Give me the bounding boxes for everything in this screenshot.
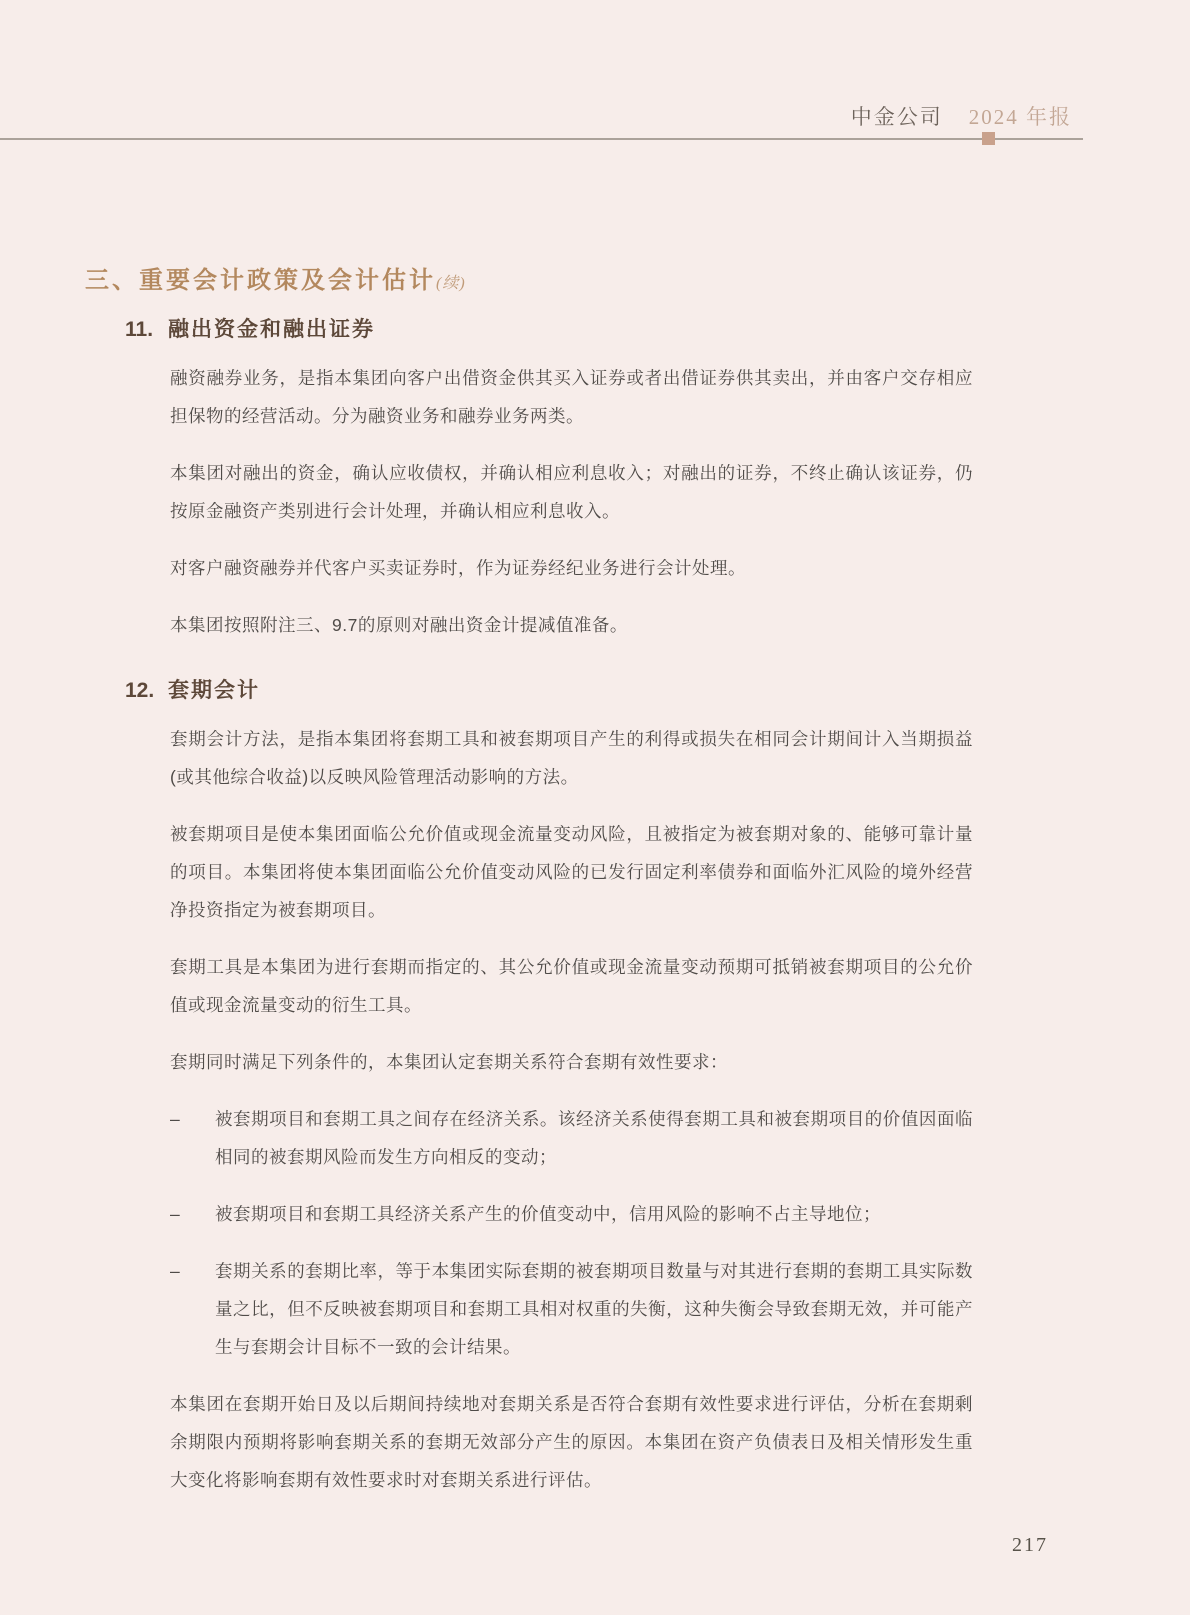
bullet-dash-marker: – bbox=[170, 1109, 180, 1129]
bullet-item bbox=[170, 1195, 973, 1233]
header-divider-marker bbox=[982, 132, 995, 145]
page-number: 217 bbox=[1012, 1534, 1048, 1556]
paragraph: 融资融券业务，是指本集团向客户出借资金供其买入证券或者出借证券供其卖出，并由客户交存相应担保物的经营活动。分为融资业务和融券业务两类。 bbox=[170, 368, 973, 426]
bullet-text: 被套期项目和套期工具经济关系产生的价值变动中，信用风险的影响不占主导地位； bbox=[215, 1204, 881, 1224]
paragraph: 本集团按照附注三、9.7的原则对融出资金计提减值准备。 bbox=[170, 615, 628, 635]
bullet-item bbox=[170, 1100, 973, 1176]
bullet-dash-marker: – bbox=[170, 1261, 180, 1281]
page-header bbox=[851, 101, 1072, 131]
subsection-title: 融出资金和融出证券 bbox=[168, 318, 375, 341]
bullet-item bbox=[170, 1252, 973, 1366]
report-year-label: 2024 年报 bbox=[968, 105, 1072, 129]
header-divider-line bbox=[0, 138, 1083, 140]
bullet-text: 被套期项目和套期工具之间存在经济关系。该经济关系使得套期工具和被套期项目的价值因面临相同的被套期风险而发生方向相反的变动； bbox=[215, 1109, 973, 1167]
company-name: 中金公司 bbox=[850, 105, 943, 129]
paragraph: 被套期项目是使本集团面临公允价值或现金流量变动风险，且被指定为被套期对象的、能够可靠计量的项目。本集团将使本集团面临公允价值变动风险的已发行固定利率债券和面临外汇风险的境外经营净投资指定为被套期项目。 bbox=[170, 824, 973, 920]
closing-paragraph: 本集团在套期开始日及以后期间持续地对套期关系是否符合套期有效性要求进行评估，分析在套期剩余期限内预期将影响套期关系的套期无效部分产生的原因。本集团在资产负债表日及相关情形发生重大变化将影响套期有效性要求时对套期关系进行评估。 bbox=[170, 1394, 973, 1490]
subsection-12-body bbox=[85, 720, 973, 1499]
subsection-heading-11 bbox=[85, 313, 1058, 343]
subsection-number: 12. bbox=[125, 679, 155, 702]
bullet-dash-marker: – bbox=[170, 1204, 180, 1224]
subsection-number: 11. bbox=[125, 318, 154, 341]
paragraph: 本集团对融出的资金，确认应收债权，并确认相应利息收入；对融出的证券，不终止确认该证券，仍按原金融资产类别进行会计处理，并确认相应利息收入。 bbox=[170, 463, 973, 521]
section-heading bbox=[85, 260, 1058, 295]
subsection-title: 套期会计 bbox=[168, 679, 260, 702]
bullet-text: 套期关系的套期比率，等于本集团实际套期的被套期项目数量与对其进行套期的套期工具实际数量之比，但不反映被套期项目和套期工具相对权重的失衡，这种失衡会导致套期无效，并可能产生与套期会计目标不一致的会计结果。 bbox=[215, 1261, 973, 1357]
subsection-heading-12 bbox=[85, 674, 1058, 704]
page-content bbox=[85, 260, 1058, 1518]
paragraph: 套期会计方法，是指本集团将套期工具和被套期项目产生的利得或损失在相同会计期间计入当期损益(或其他综合收益)以反映风险管理活动影响的方法。 bbox=[170, 729, 973, 787]
paragraph: 套期同时满足下列条件的，本集团认定套期关系符合套期有效性要求： bbox=[170, 1052, 728, 1072]
paragraph: 对客户融资融券并代客户买卖证券时，作为证券经纪业务进行会计处理。 bbox=[170, 558, 746, 578]
subsection-11-body bbox=[85, 359, 973, 644]
section-title: 三、重要会计政策及会计估计 bbox=[85, 267, 436, 294]
paragraph: 套期工具是本集团为进行套期而指定的、其公允价值或现金流量变动预期可抵销被套期项目的公允价值或现金流量变动的衍生工具。 bbox=[170, 957, 973, 1015]
section-continued-label: (续) bbox=[436, 275, 466, 292]
